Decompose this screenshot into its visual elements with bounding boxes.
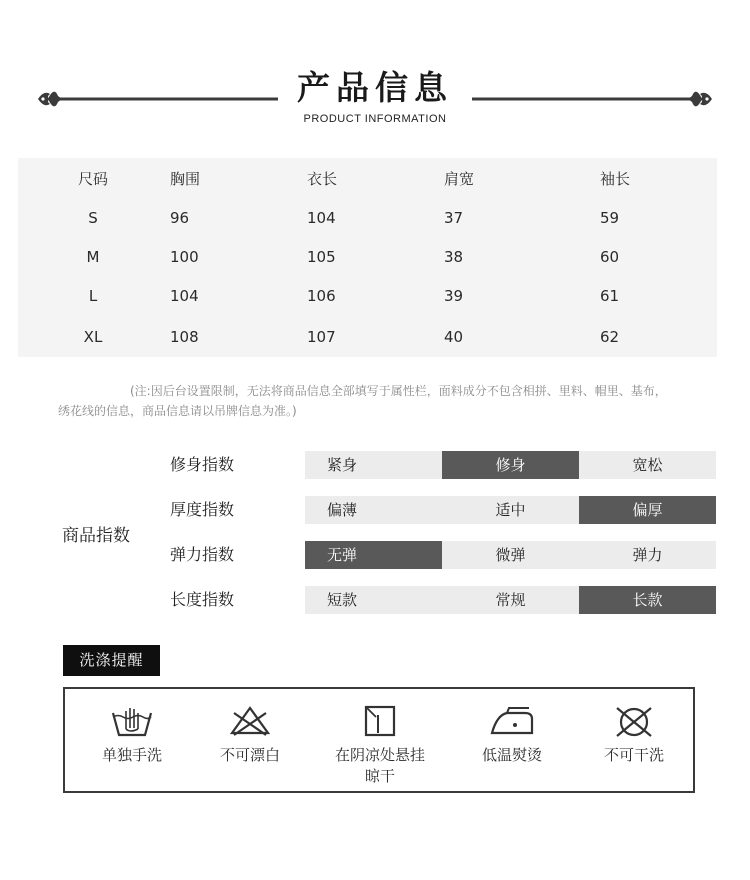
table-cell: 107 — [307, 328, 336, 346]
column-header: 袖长 — [600, 170, 631, 188]
table-cell: 40 — [444, 328, 464, 346]
index-row-elasticity — [0, 541, 750, 569]
table-cell: 96 — [170, 209, 190, 227]
care-item — [467, 689, 557, 789]
no-bleach-icon — [230, 705, 270, 737]
table-cell: 104 — [170, 287, 199, 305]
index-option: 适中 — [442, 496, 579, 524]
low-iron-icon — [489, 705, 535, 737]
table-row — [18, 203, 717, 233]
table-cell: 61 — [600, 287, 620, 305]
column-header: 胸围 — [170, 170, 201, 188]
index-label: 弹力指数 — [170, 545, 235, 564]
table-cell: 37 — [444, 209, 464, 227]
table-cell: 59 — [600, 209, 620, 227]
table-cell: 100 — [170, 248, 199, 266]
size-table — [18, 158, 717, 357]
table-cell: 108 — [170, 328, 199, 346]
table-cell: L — [88, 287, 98, 305]
index-option: 紧身 — [305, 451, 442, 479]
no-dry-clean-icon — [614, 705, 654, 739]
product-index-heading: 商品指数 — [62, 526, 130, 546]
column-header: 肩宽 — [444, 170, 475, 188]
index-option: 偏薄 — [305, 496, 442, 524]
index-option: 宽松 — [579, 451, 716, 479]
table-cell: 62 — [600, 328, 620, 346]
table-row — [18, 242, 717, 272]
index-option: 微弹 — [442, 541, 579, 569]
table-cell: M — [86, 248, 100, 266]
care-label: 单独手洗 — [101, 746, 162, 764]
column-header: 尺码 — [77, 170, 108, 188]
table-cell: 39 — [444, 287, 464, 305]
index-option: 短款 — [305, 586, 442, 614]
table-cell: 104 — [307, 209, 336, 227]
table-cell: 105 — [307, 248, 336, 266]
care-item — [589, 689, 679, 789]
care-label: 不可漂白 — [219, 746, 280, 764]
column-header: 衣长 — [307, 170, 338, 188]
hand-wash-icon — [110, 705, 154, 739]
index-option: 常规 — [442, 586, 579, 614]
index-row-fit — [0, 451, 750, 479]
table-cell: 60 — [600, 248, 620, 266]
table-row — [18, 322, 717, 352]
table-cell: S — [88, 209, 98, 227]
care-label: 不可干洗 — [603, 746, 664, 764]
index-label: 厚度指数 — [170, 500, 235, 519]
index-option: 弹力 — [579, 541, 716, 569]
care-label: 低温熨烫 — [481, 746, 542, 764]
care-item — [205, 689, 295, 789]
index-row-thickness — [0, 496, 750, 524]
care-item — [320, 689, 440, 789]
page-title: 产品信息 — [297, 68, 453, 107]
right-ornament-icon — [472, 84, 714, 114]
index-row-length — [0, 586, 750, 614]
index-option: 无弹 — [305, 541, 442, 569]
index-option: 修身 — [442, 451, 579, 479]
care-label: 在阴凉处悬挂 晾干 — [334, 746, 425, 785]
table-cell: 38 — [444, 248, 464, 266]
index-option: 偏厚 — [579, 496, 716, 524]
shade-dry-icon — [364, 705, 396, 737]
index-label: 长度指数 — [170, 590, 235, 609]
index-option: 长款 — [579, 586, 716, 614]
wash-care-heading: 洗涤提醒 — [63, 645, 160, 676]
index-label: 修身指数 — [170, 455, 235, 474]
table-cell: 106 — [307, 287, 336, 305]
care-item — [87, 689, 177, 789]
table-header-row — [18, 164, 717, 194]
table-row — [18, 281, 717, 311]
wash-care-panel — [63, 687, 695, 793]
page-subtitle: PRODUCT INFORMATION — [303, 113, 447, 125]
table-cell: XL — [83, 328, 103, 346]
disclaimer-note: (注:因后台设置限制，无法将商品信息全部填写于属性栏，面料成分不包含相拼、里料、帽里、基布，绣花线的信息，商品信息请以吊牌信息为准。) — [58, 384, 667, 418]
